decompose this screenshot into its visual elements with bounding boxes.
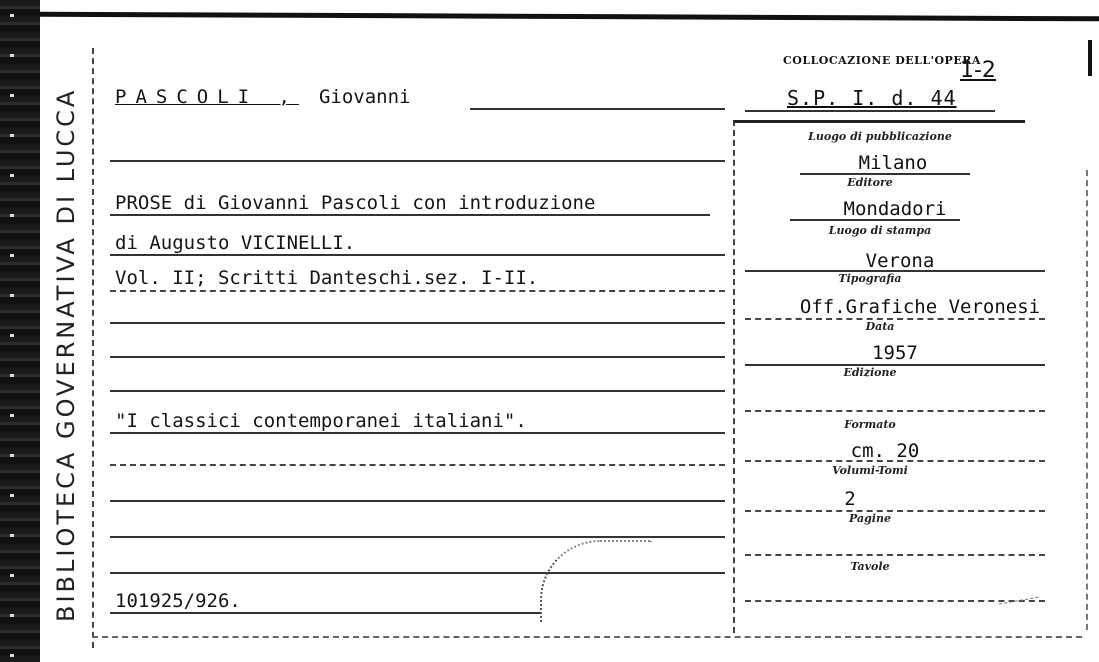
blank-rule [110,464,725,466]
shelf-rule [745,110,995,112]
publisher-rule [790,219,960,221]
author-surname: PASCOLI , [115,86,299,108]
blank-rule [110,500,725,502]
plates-label: Tavole [850,560,890,573]
blank-rule [110,536,725,538]
format-value: cm. 20 [850,440,920,462]
printer-label: Tipografia [838,272,902,285]
shelf-mark: S.P. I. d. 44 [787,86,957,110]
blank-rule [110,160,725,162]
pages-label: Pagine [849,512,891,525]
title-rule-2 [110,254,725,256]
place-rule [800,173,970,175]
binding-strip [0,0,40,662]
author-line [115,86,410,108]
format-rule [745,460,1045,462]
edition-label: Edizione [843,366,897,379]
volumes-value: 2 [844,488,856,510]
date-label: Data [865,320,895,333]
blank-rule [110,356,725,358]
format-label: Formato [844,418,896,431]
left-margin-rule [92,48,96,648]
place-of-publication-label: Luogo di pubblicazione [808,130,952,143]
series-line: "I classici contemporanei italiani". [115,410,527,432]
place-of-printing-value: Verona [865,250,935,272]
shelf-header: COLLOCAZIONE DELL'OPERA [783,54,981,67]
title-line-3: Vol. II; Scritti Danteschi.sez. I-II. [115,267,539,289]
title-rule-1 [110,214,710,216]
publisher-value: Mondadori [843,198,947,220]
edition-rule [745,410,1045,412]
volumes-label: Volumi-Tomi [832,464,908,477]
printer-value: Off.Grafiche Veronesi [799,296,1041,318]
title-line-1: PROSE di Giovanni Pascoli con introduzione [115,192,596,214]
publisher-label: Editore [847,176,893,189]
author-rule [470,108,725,110]
card-bottom-rule [92,636,1082,638]
title-rule-3 [110,290,725,292]
blank-rule [110,390,725,392]
title-line-2: di Augusto VICINELLI. [115,232,356,254]
place-of-publication-value: Milano [858,152,928,174]
right-edge-mark [1088,40,1092,76]
inventory-rule [110,612,540,614]
blank-rule [110,322,725,324]
faded-stamp [540,540,652,622]
inventory-number: 101925/926. [115,590,241,612]
right-margin-rule [1086,170,1088,630]
place-of-printing-label: Luogo di stampa [828,224,932,237]
pages-rule [745,554,1045,556]
author-given-name: Giovanni [318,86,411,108]
library-name: BIBLIOTECA GOVERNATIVA DI LUCCA [52,87,80,622]
date-value: 1957 [872,342,918,364]
shelf-volume: 1-2 [960,58,996,83]
card-top-edge [40,12,1099,22]
series-rule [110,432,725,434]
plates-rule [745,600,1045,602]
